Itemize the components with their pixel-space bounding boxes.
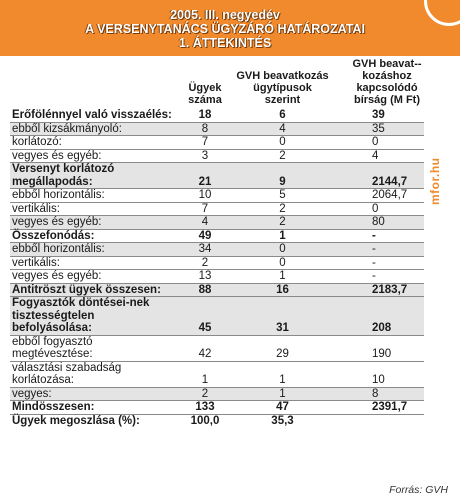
- table-row: [10, 243, 424, 257]
- row-label: Fogyasztók döntései-nek tisztességtelen befolyásolása:: [10, 297, 177, 336]
- row-label: ebből kizsákmányoló:: [10, 122, 177, 136]
- fine-cell: 35: [332, 122, 424, 136]
- table-row: [10, 297, 424, 336]
- table-row: [10, 136, 424, 150]
- case-count-cell: 4: [177, 216, 233, 230]
- row-label: ebből horizontális:: [10, 189, 177, 203]
- table-row: [10, 361, 424, 387]
- case-count-cell: 1: [177, 361, 233, 387]
- header-case-count: Ügyek száma: [188, 82, 222, 106]
- intervention-count-cell: 31: [233, 297, 332, 336]
- row-label: Antitröszt ügyek összesen:: [10, 283, 177, 297]
- intervention-count-cell: 1: [233, 229, 332, 243]
- table-row: [10, 335, 424, 361]
- row-label: ebből horizontális:: [10, 243, 177, 257]
- case-count-cell: 13: [177, 270, 233, 284]
- table-row: [10, 202, 424, 216]
- case-count-cell: 2: [177, 387, 233, 401]
- watermark: mfor.hu: [428, 157, 442, 205]
- row-label: Összefonódás:: [10, 229, 177, 243]
- table-row: [10, 216, 424, 230]
- case-count-cell: 49: [177, 229, 233, 243]
- case-count-cell: 42: [177, 335, 233, 361]
- case-count-cell: 10: [177, 189, 233, 203]
- case-count-cell: 100,0: [190, 414, 220, 427]
- fine-cell: 8: [332, 387, 424, 401]
- intervention-count-cell: 2: [233, 202, 332, 216]
- table-row: [10, 283, 424, 297]
- header-fines: GVH beavat--kozáshoz kapcsolódó bírság (M Ft): [352, 58, 422, 106]
- table-row: [10, 149, 424, 163]
- row-label: korlátozó:: [10, 136, 177, 150]
- table-row: [10, 122, 424, 136]
- table-row: [10, 109, 424, 122]
- case-count-cell: 7: [177, 136, 233, 150]
- row-label: Mindösszesen:: [10, 401, 177, 415]
- table-row: [10, 387, 424, 401]
- intervention-count-cell: 29: [233, 335, 332, 361]
- row-label: választási szabadság korlátozása:: [10, 361, 177, 387]
- fine-cell: 2391,7: [332, 401, 424, 415]
- decisions-table: [10, 56, 424, 427]
- row-label: ebből fogyasztó megtévesztése:: [10, 335, 177, 361]
- intervention-count-cell: 35,3: [271, 414, 294, 427]
- case-count-cell: 18: [177, 109, 233, 122]
- row-label: Versenyt korlátozó megállapodás:: [10, 163, 177, 189]
- fine-cell: -: [332, 243, 424, 257]
- intervention-count-cell: 1: [233, 270, 332, 284]
- intervention-count-cell: 2: [233, 149, 332, 163]
- source-note: Forrás: GVH: [389, 484, 448, 496]
- fine-cell: 39: [332, 109, 424, 122]
- intervention-count-cell: 0: [233, 136, 332, 150]
- table-row: [10, 256, 424, 270]
- fine-cell: 0: [332, 202, 424, 216]
- case-count-cell: 7: [177, 202, 233, 216]
- table-title: [40, 8, 410, 50]
- fine-cell: -: [332, 256, 424, 270]
- intervention-count-cell: 5: [233, 189, 332, 203]
- case-count-cell: 34: [177, 243, 233, 257]
- fine-cell: 0: [332, 136, 424, 150]
- title-line-period: 2005. III. negyedév: [170, 8, 280, 22]
- case-count-cell: 45: [177, 297, 233, 336]
- case-count-cell: 133: [177, 401, 233, 415]
- table-row: [10, 270, 424, 284]
- title-banner: [0, 0, 460, 56]
- table-header-row: [10, 56, 424, 109]
- intervention-count-cell: 0: [233, 243, 332, 257]
- corner-decoration: [424, 0, 460, 26]
- table-row: [10, 189, 424, 203]
- case-count-cell: 2: [177, 256, 233, 270]
- row-label: vegyes és egyéb:: [10, 270, 177, 284]
- header-category: [10, 56, 177, 109]
- fine-cell: 4: [332, 149, 424, 163]
- fine-cell: 2144,7: [332, 163, 424, 189]
- intervention-count-cell: 0: [233, 256, 332, 270]
- case-count-cell: 88: [177, 283, 233, 297]
- row-label: Erőfölénnyel való visszaélés:: [10, 109, 177, 122]
- fine-cell: 80: [332, 216, 424, 230]
- fine-cell: -: [332, 270, 424, 284]
- intervention-count-cell: 47: [233, 401, 332, 415]
- intervention-count-cell: 9: [233, 163, 332, 189]
- row-label: vertikális:: [10, 256, 177, 270]
- header-interventions: GVH beavatkozás ügytípusok szerint: [236, 70, 329, 106]
- title-line-main: A VERSENYTANÁCS ÜGYZÁRÓ HATÁROZATAI: [85, 22, 365, 36]
- row-label: Ügyek megoszlása (%):: [12, 414, 140, 427]
- intervention-count-cell: 1: [233, 387, 332, 401]
- table-row: [10, 401, 424, 415]
- intervention-count-cell: 6: [233, 109, 332, 122]
- intervention-count-cell: 1: [233, 361, 332, 387]
- row-label: vegyes:: [10, 387, 177, 401]
- row-label: vegyes és egyéb:: [10, 216, 177, 230]
- intervention-count-cell: 2: [233, 216, 332, 230]
- case-count-cell: 21: [177, 163, 233, 189]
- intervention-count-cell: 4: [233, 122, 332, 136]
- row-label: vertikális:: [10, 202, 177, 216]
- fine-cell: 10: [332, 361, 424, 387]
- title-line-sub: 1. ÁTTEKINTÉS: [178, 36, 272, 50]
- case-count-cell: 8: [177, 122, 233, 136]
- intervention-count-cell: 16: [233, 283, 332, 297]
- fine-cell: [332, 414, 424, 427]
- table-row: [10, 229, 424, 243]
- fine-cell: 208: [332, 297, 424, 336]
- table-row: [10, 414, 424, 427]
- fine-cell: 2064,7: [332, 189, 424, 203]
- table-body: [10, 109, 424, 427]
- row-label: vegyes és egyéb:: [10, 149, 177, 163]
- table-row: [10, 163, 424, 189]
- case-count-cell: 3: [177, 149, 233, 163]
- fine-cell: 190: [332, 335, 424, 361]
- fine-cell: -: [332, 229, 424, 243]
- fine-cell: 2183,7: [332, 283, 424, 297]
